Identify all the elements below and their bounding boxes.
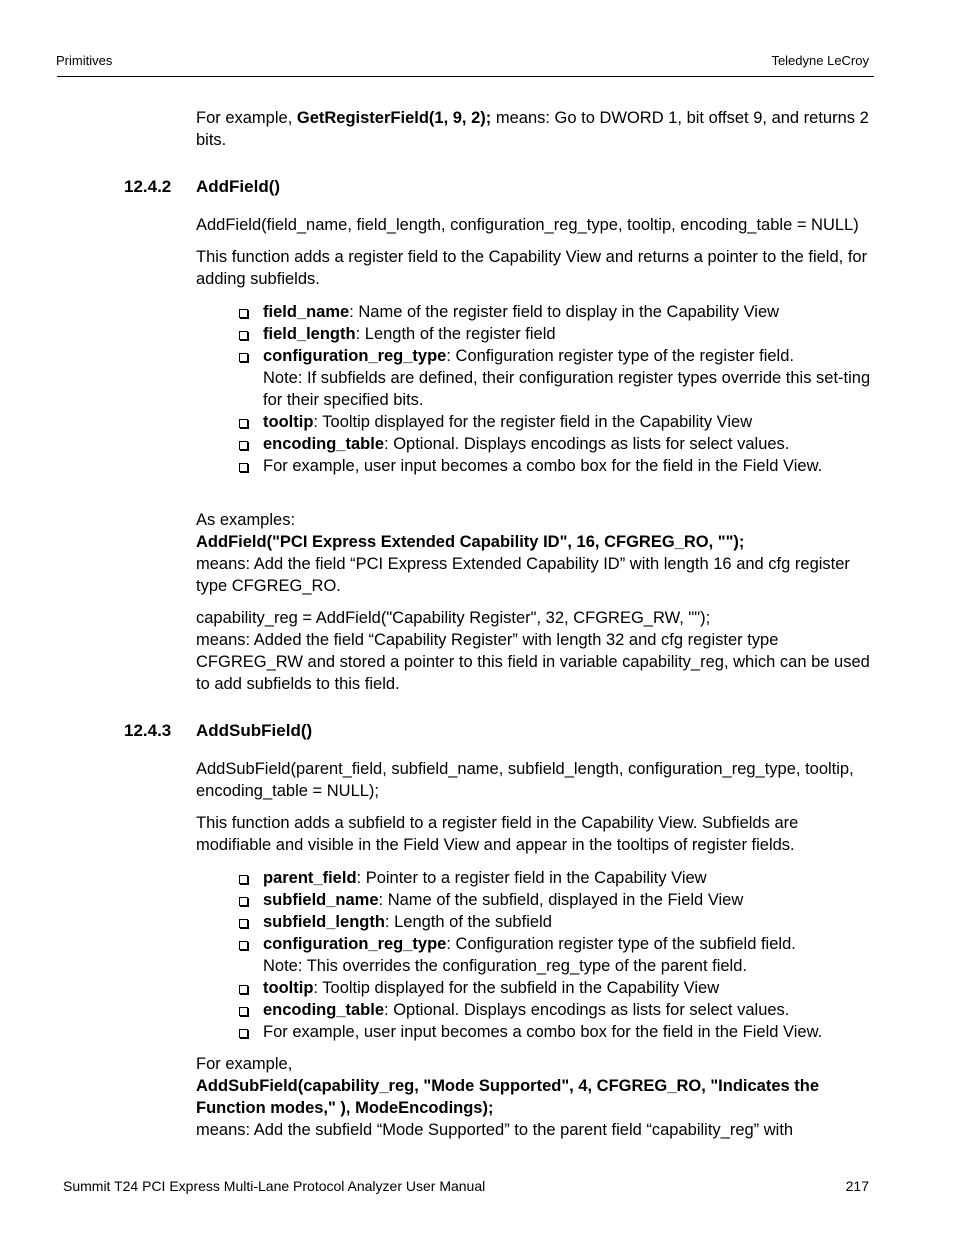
example-explanation-2: means: Added the field “Capability Register” with length 32 and cfg register type CFGREG_RW and stored a pointer to this field in variable capability_reg, which can be used to add subfields to this field. xyxy=(196,631,870,693)
checkbox-bullet-icon xyxy=(239,919,248,928)
checkbox-bullet-icon xyxy=(239,441,248,450)
checkbox-bullet-icon xyxy=(239,309,248,318)
checkbox-bullet-icon xyxy=(239,1007,248,1016)
list-item: parent_field: Pointer to a register field in the Capability View xyxy=(263,867,876,889)
running-header-company: Teledyne LeCroy xyxy=(771,53,869,68)
example-explanation: means: Add the subfield “Mode Supported” to the parent field “capability_reg” with xyxy=(196,1121,794,1139)
checkbox-bullet-icon xyxy=(239,419,248,428)
page-number: 217 xyxy=(845,1178,869,1194)
checkbox-bullet-icon xyxy=(239,875,248,884)
list-item: configuration_reg_type: Configuration register type of the register field. Note: If subfields are defined, their configuration register types override this set-ting for their specified bits. xyxy=(263,345,876,411)
list-item: For example, user input becomes a combo box for the field in the Field View. xyxy=(263,455,876,477)
list-item: encoding_table: Optional. Displays encodings as lists for select values. xyxy=(263,433,876,455)
header-divider xyxy=(57,76,874,77)
example-label: For example, xyxy=(196,1055,293,1073)
running-header-section: Primitives xyxy=(56,53,113,68)
footer-manual-title: Summit T24 PCI Express Multi-Lane Protocol Analyzer User Manual xyxy=(63,1178,486,1194)
param-note: Note: If subfields are defined, their configuration register types override this set-ting for their specified bits. xyxy=(263,369,871,409)
addfield-param-list xyxy=(196,301,876,477)
list-item: subfield_name: Name of the subfield, displayed in the Field View xyxy=(263,889,876,911)
list-item: For example, user input becomes a combo box for the field in the Field View. xyxy=(263,1021,876,1043)
list-item: field_length: Length of the register field xyxy=(263,323,876,345)
list-item: tooltip: Tooltip displayed for the subfield in the Capability View xyxy=(263,977,876,999)
examples-label: As examples: xyxy=(196,511,296,529)
param-note: Note: This overrides the configuration_reg_type of the parent field. xyxy=(263,957,747,975)
list-item: configuration_reg_type: Configuration register type of the subfield field. Note: This overrides the configuration_reg_type of the parent field. xyxy=(263,933,876,977)
addsubfield-signature: AddSubField(parent_field, subfield_name, subfield_length, configuration_reg_type, tooltip, encoding_table = NULL); xyxy=(196,760,854,800)
intro-code: GetRegisterField(1, 9, 2); xyxy=(296,109,492,127)
list-item: encoding_table: Optional. Displays encodings as lists for select values. xyxy=(263,999,876,1021)
list-item: tooltip: Tooltip displayed for the register field in the Capability View xyxy=(263,411,876,433)
checkbox-bullet-icon xyxy=(239,897,248,906)
addsubfield-param-list xyxy=(196,867,876,1043)
checkbox-bullet-icon xyxy=(239,941,248,950)
list-item: field_name: Name of the register field to display in the Capability View xyxy=(263,301,876,323)
section-heading-12-4-3: 12.4.3 AddSubField() xyxy=(124,721,313,740)
intro-paragraph: For example, GetRegisterField(1, 9, 2); means: Go to DWORD 1, bit offset 9, and returns 2 bits. xyxy=(196,109,869,149)
example-code: AddSubField(capability_reg, "Mode Supported", 4, CFGREG_RO, "Indicates the Function modes," ), ModeEncodings); xyxy=(196,1077,820,1117)
addsubfield-description: This function adds a subfield to a register field in the Capability View. Subfields are modifiable and visible in the Field View and appear in the tooltips of register fields. xyxy=(196,814,799,854)
checkbox-bullet-icon xyxy=(239,985,248,994)
checkbox-bullet-icon xyxy=(239,353,248,362)
checkbox-bullet-icon xyxy=(239,463,248,472)
example-explanation: means: Add the field “PCI Express Extended Capability ID” with length 16 and cfg register type CFGREG_RO. xyxy=(196,555,850,595)
section-heading-12-4-2: 12.4.2 AddField() xyxy=(124,177,281,196)
checkbox-bullet-icon xyxy=(239,331,248,340)
checkbox-bullet-icon xyxy=(239,1029,248,1038)
example-code-2: capability_reg = AddField("Capability Register", 32, CFGREG_RW, ""); xyxy=(196,609,711,627)
example-code: AddField("PCI Express Extended Capability ID", 16, CFGREG_RO, ""); xyxy=(196,533,745,551)
addfield-signature: AddField(field_name, field_length, configuration_reg_type, tooltip, encoding_table = NULL) xyxy=(196,216,859,234)
page-content xyxy=(124,107,876,1141)
list-item: subfield_length: Length of the subfield xyxy=(263,911,876,933)
addfield-description: This function adds a register field to the Capability View and returns a pointer to the field, for adding subfields. xyxy=(196,248,868,288)
